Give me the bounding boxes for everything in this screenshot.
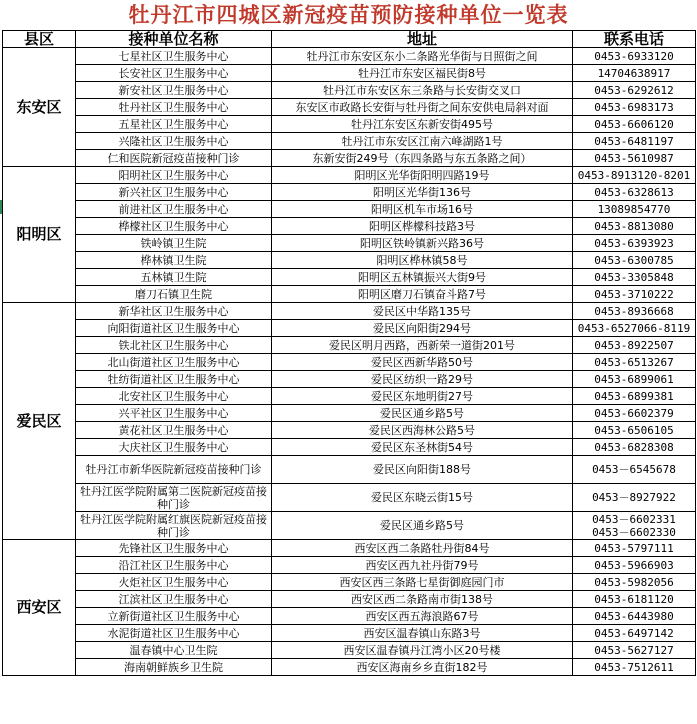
address-cell: 爱民区东晓云街15号	[272, 484, 573, 512]
table-row	[3, 512, 696, 540]
unit-name-cell: 牡丹江市新华医院新冠疫苗接种门诊	[76, 456, 272, 484]
header-row	[3, 31, 696, 48]
address-cell: 东新安街249号（东四条路与东五条路之间）	[272, 150, 573, 167]
table-row	[3, 337, 696, 354]
unit-name-cell: 新安社区卫生服务中心	[76, 82, 272, 99]
address-cell: 西安区西九社丹街79号	[272, 557, 573, 574]
phone-cell: 0453-6602379	[573, 405, 696, 422]
unit-name-cell: 铁北社区卫生服务中心	[76, 337, 272, 354]
table-row	[3, 574, 696, 591]
district-cell: 阳明区	[3, 167, 76, 303]
address-cell: 爱民区纺织一路29号	[272, 371, 573, 388]
table-row	[3, 65, 696, 82]
phone-cell: 0453-5966903	[573, 557, 696, 574]
unit-name-cell: 黄花社区卫生服务中心	[76, 422, 272, 439]
phone-cell: 0453-3305848	[573, 269, 696, 286]
table-row	[3, 303, 696, 320]
unit-name-cell: 海南朝鲜族乡卫生院	[76, 659, 272, 676]
unit-name-cell: 北山街道社区卫生服务中心	[76, 354, 272, 371]
table-row	[3, 235, 696, 252]
phone-cell: 0453-8922507	[573, 337, 696, 354]
phone-cell: 0453-6513267	[573, 354, 696, 371]
table-row	[3, 167, 696, 184]
unit-name-cell: 沿江社区卫生服务中心	[76, 557, 272, 574]
table-row	[3, 201, 696, 218]
district-cell: 爱民区	[3, 303, 76, 540]
table-row	[3, 286, 696, 303]
address-cell: 牡丹江东安区东新安街495号	[272, 116, 573, 133]
table-row	[3, 150, 696, 167]
table-row	[3, 252, 696, 269]
unit-name-cell: 先锋社区卫生服务中心	[76, 540, 272, 557]
unit-name-cell: 江滨社区卫生服务中心	[76, 591, 272, 608]
table-row	[3, 388, 696, 405]
phone-line-2: 0453－6602330	[592, 525, 676, 539]
table-row	[3, 218, 696, 235]
unit-name-cell: 牡丹江医学院附属第二医院新冠疫苗接种门诊	[76, 484, 272, 512]
address-cell: 爱民区通乡路5号	[272, 512, 573, 540]
phone-cell: 0453-6606120	[573, 116, 696, 133]
address-cell: 西安区西三条路七星街御庭园门市	[272, 574, 573, 591]
phone-cell: 0453-7512611	[573, 659, 696, 676]
district-cell: 东安区	[3, 48, 76, 167]
unit-name-cell: 水泥街道社区卫生服务中心	[76, 625, 272, 642]
phone-cell: 0453-6527066-8119	[573, 320, 696, 337]
address-cell: 爱民区通乡路5号	[272, 405, 573, 422]
address-cell: 阳明区桦林镇58号	[272, 252, 573, 269]
phone-cell: 0453-6497142	[573, 625, 696, 642]
table-row	[3, 371, 696, 388]
phone-cell	[573, 512, 696, 540]
address-cell: 爱民区东地明街27号	[272, 388, 573, 405]
table-row	[3, 320, 696, 337]
unit-name-cell: 牡纺街道社区卫生服务中心	[76, 371, 272, 388]
table-row	[3, 405, 696, 422]
phone-cell: 0453-6328613	[573, 184, 696, 201]
table-row	[3, 456, 696, 484]
address-cell: 爱民区东圣林街54号	[272, 439, 573, 456]
unit-name-cell: 牡丹江医学院附属红旗医院新冠疫苗接种门诊	[76, 512, 272, 540]
phone-cell: 0453-6481197	[573, 133, 696, 150]
table-row	[3, 659, 696, 676]
unit-name-cell: 仁和医院新冠疫苗接种门诊	[76, 150, 272, 167]
address-cell: 西安区西二条路南市街138号	[272, 591, 573, 608]
address-cell: 阳明区光华街阳明四路19号	[272, 167, 573, 184]
header-district: 县区	[3, 31, 76, 48]
unit-name-cell: 温春镇中心卫生院	[76, 642, 272, 659]
phone-cell: 14704638917	[573, 65, 696, 82]
phone-cell: 0453-6828308	[573, 439, 696, 456]
header-phone: 联系电话	[573, 31, 696, 48]
unit-name-cell: 长安社区卫生服务中心	[76, 65, 272, 82]
phone-cell: 13089854770	[573, 201, 696, 218]
phone-cell: 0453-8913120-8201	[573, 167, 696, 184]
table-row	[3, 625, 696, 642]
unit-name-cell: 前进社区卫生服务中心	[76, 201, 272, 218]
unit-name-cell: 桦林镇卫生院	[76, 252, 272, 269]
address-cell: 阳明区铁岭镇新兴路36号	[272, 235, 573, 252]
table-row	[3, 439, 696, 456]
page-title: 牡丹江市四城区新冠疫苗预防接种单位一览表	[128, 3, 569, 27]
phone-cell: 0453-6899381	[573, 388, 696, 405]
address-cell: 阳明区五林镇振兴大街9号	[272, 269, 573, 286]
unit-name-cell: 新兴社区卫生服务中心	[76, 184, 272, 201]
address-cell: 阳明区机车市场16号	[272, 201, 573, 218]
phone-cell: 0453-6443980	[573, 608, 696, 625]
table-row	[3, 354, 696, 371]
table-row	[3, 608, 696, 625]
address-cell: 西安区西二条路牡丹街84号	[272, 540, 573, 557]
phone-cell: 0453-6181120	[573, 591, 696, 608]
address-cell: 阳明区桦檬科技路3号	[272, 218, 573, 235]
unit-name-cell: 牡丹社区卫生服务中心	[76, 99, 272, 116]
table-row	[3, 269, 696, 286]
unit-name-cell: 火炬社区卫生服务中心	[76, 574, 272, 591]
table-body	[3, 48, 696, 676]
address-cell: 爱民区明月西路，西新荣一道街201号	[272, 337, 573, 354]
address-cell: 西安区温春镇丹江湾小区20号楼	[272, 642, 573, 659]
unit-name-cell: 新华社区卫生服务中心	[76, 303, 272, 320]
address-cell: 牡丹江市东安区江南六峰湖路1号	[272, 133, 573, 150]
unit-name-cell: 北安社区卫生服务中心	[76, 388, 272, 405]
address-cell: 牡丹江市东安区福民街8号	[272, 65, 573, 82]
phone-cell: 0453－8927922	[573, 484, 696, 512]
address-cell: 爱民区向阳街294号	[272, 320, 573, 337]
address-cell: 阳明区磨刀石镇奋斗路7号	[272, 286, 573, 303]
phone-cell: 0453-6292612	[573, 82, 696, 99]
address-cell: 西安区西五海浪路67号	[272, 608, 573, 625]
unit-name-cell: 铁岭镇卫生院	[76, 235, 272, 252]
address-cell: 东安区市政路长安街与牡丹街之间东安供电局斜对面	[272, 99, 573, 116]
address-cell: 阳明区光华街136号	[272, 184, 573, 201]
unit-name-cell: 阳明社区卫生服务中心	[76, 167, 272, 184]
phone-cell: 0453-3710222	[573, 286, 696, 303]
table-row	[3, 133, 696, 150]
address-cell: 牡丹江市东安区东三条路与长安街交叉口	[272, 82, 573, 99]
unit-name-cell: 五星社区卫生服务中心	[76, 116, 272, 133]
table-row	[3, 184, 696, 201]
unit-name-cell: 大庆社区卫生服务中心	[76, 439, 272, 456]
phone-cell: 0453-5610987	[573, 150, 696, 167]
unit-name-cell: 磨刀石镇卫生院	[76, 286, 272, 303]
unit-name-cell: 立新街道社区卫生服务中心	[76, 608, 272, 625]
table-row	[3, 557, 696, 574]
table-row	[3, 484, 696, 512]
address-cell: 爱民区中华路135号	[272, 303, 573, 320]
phone-cell: 0453-8936668	[573, 303, 696, 320]
district-cell: 西安区	[3, 540, 76, 676]
unit-name-cell: 五林镇卫生院	[76, 269, 272, 286]
unit-name-cell: 向阳街道社区卫生服务中心	[76, 320, 272, 337]
address-cell: 牡丹江市东安区东小二条路光华街与日照街之间	[272, 48, 573, 65]
table-row	[3, 540, 696, 557]
header-address: 地址	[272, 31, 573, 48]
unit-name-cell: 兴平社区卫生服务中心	[76, 405, 272, 422]
phone-cell: 0453-6983173	[573, 99, 696, 116]
phone-cell: 0453-6506105	[573, 422, 696, 439]
row-selection-marker	[0, 200, 2, 214]
phone-cell: 0453-6393923	[573, 235, 696, 252]
table-row	[3, 82, 696, 99]
phone-cell: 0453-6300785	[573, 252, 696, 269]
address-cell: 西安区温春镇山东路3号	[272, 625, 573, 642]
address-cell: 西安区海南乡乡直街182号	[272, 659, 573, 676]
table-row	[3, 642, 696, 659]
table-row	[3, 116, 696, 133]
phone-cell: 0453-5982056	[573, 574, 696, 591]
vaccination-sites-table	[2, 30, 696, 676]
address-cell: 爱民区西海林公路5号	[272, 422, 573, 439]
unit-name-cell: 兴隆社区卫生服务中心	[76, 133, 272, 150]
address-cell: 爱民区西新华路50号	[272, 354, 573, 371]
phone-cell: 0453-6899061	[573, 371, 696, 388]
phone-cell: 0453-8813080	[573, 218, 696, 235]
table-row	[3, 99, 696, 116]
phone-cell: 0453－6545678	[573, 456, 696, 484]
unit-name-cell: 七星社区卫生服务中心	[76, 48, 272, 65]
header-unit-name: 接种单位名称	[76, 31, 272, 48]
table-row	[3, 422, 696, 439]
phone-cell: 0453-5797111	[573, 540, 696, 557]
phone-cell: 0453-5627127	[573, 642, 696, 659]
phone-cell: 0453-6933120	[573, 48, 696, 65]
address-cell: 爱民区向阳街188号	[272, 456, 573, 484]
table-row	[3, 48, 696, 65]
unit-name-cell: 桦檬社区卫生服务中心	[76, 218, 272, 235]
table-row	[3, 591, 696, 608]
phone-line-1: 0453－6602331	[592, 512, 676, 526]
